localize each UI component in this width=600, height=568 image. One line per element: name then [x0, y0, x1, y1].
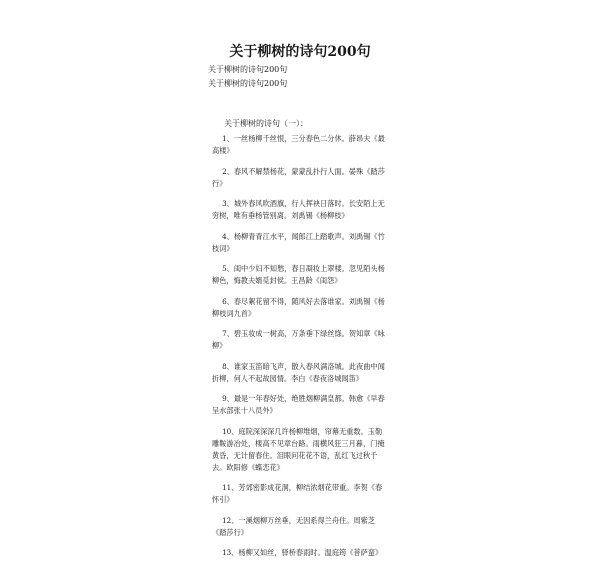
- poem-item: 13、杨柳又如丝，驿桥春雨时。温庭筠《菩萨蛮》: [222, 548, 383, 557]
- poem-item: 6、春尽絮花留不得，随风好去落谁家。刘禹锡《杨柳枝词九首》: [212, 296, 385, 318]
- poem-item: 1、一丝杨柳千丝恨，三分春色二分休。薛昂夫《最高楼》: [212, 134, 385, 155]
- poem-item: 4、杨柳青青江水平，闻郎江上踏歌声。刘禹锡《竹枝词》: [212, 231, 385, 253]
- section-heading: 关于柳树的诗句（一）：: [224, 119, 308, 128]
- subtitle-line: 关于柳树的诗句200句: [208, 65, 288, 74]
- poem-item: 5、闺中少妇不知愁，春日凝妆上翠楼。忽见陌头杨柳色，悔教夫婿觅封侯。王昌龄《闺怨》: [212, 264, 385, 285]
- subtitle-line: 关于柳树的诗句200句: [208, 79, 288, 88]
- poem-item: 7、碧玉妆成一树高，万条垂下绿丝绦。贺知章《咏柳》: [212, 329, 385, 350]
- poem-item: 2、春风不解禁杨花，蒙蒙乱扑行人面。晏殊《踏莎行》: [212, 166, 385, 188]
- poem-item: 10、庭院深深深几许杨柳堆烟，帘幕无重数。玉勒雕鞍游冶处，楼高不见章台路。雨横风狂三月暮，门掩黄昏，无计留春住。泪眼问花花不语，乱红飞过秋千去。欧阳修《蝶恋花》: [212, 426, 385, 472]
- poem-item: 12、一溪烟柳万丝垂，无因系得兰舟住。周紫芝《踏莎行》: [212, 515, 375, 537]
- poem-item: 8、谁家玉笛暗飞声，散入春风满洛城。此夜曲中闻折柳，何人不起故园情。李白《春夜洛城闻笛》: [212, 361, 385, 383]
- document-title: 关于柳树的诗句200句: [229, 44, 371, 60]
- poem-list: [212, 133, 386, 568]
- poem-item: 9、最是一年春好处，绝胜烟柳满皇都。韩愈《早春呈水部张十八员外》: [212, 394, 385, 415]
- poem-item: 11、芳郊密影成花洞，柳结浓烟花带重。李贺《春怀引》: [212, 483, 383, 504]
- poem-item: 3、城外春风吹酒旗，行人挥袂日落时。长安陌上无穷树，唯有垂杨管别离。刘禹锡《杨柳枝》: [212, 199, 385, 220]
